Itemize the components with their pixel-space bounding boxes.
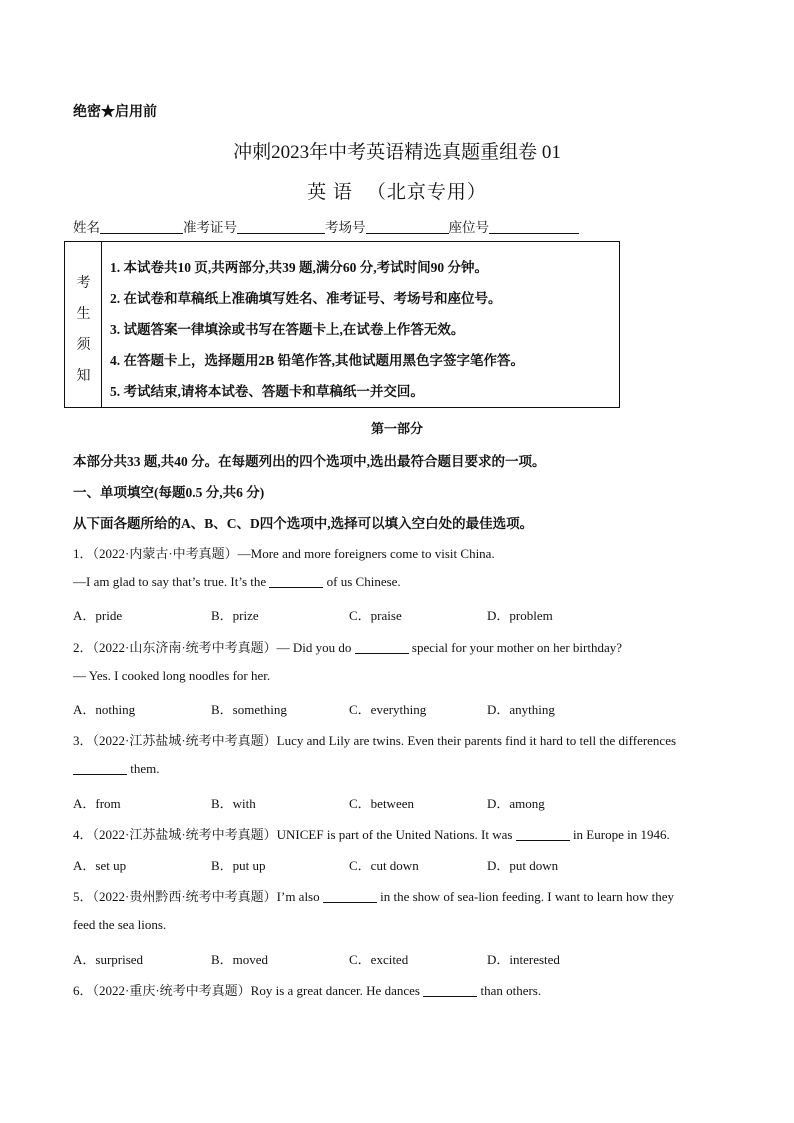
subject-name: 英 语 — [307, 182, 353, 203]
question-5-stem — [73, 886, 674, 905]
option-a: A．from — [73, 796, 121, 811]
option-c: C．praise — [349, 608, 402, 623]
option-c: C．excited — [349, 952, 409, 967]
stem-text: special for your mother on her birthday? — [408, 640, 623, 655]
side-char: 知 — [76, 368, 91, 384]
page-title: 冲刺2023年中考英语精选真题重组卷 01 — [233, 142, 561, 163]
exam-number-blank — [237, 220, 325, 234]
option-d: D．interested — [487, 952, 560, 967]
part-title: 第一部分 — [370, 421, 423, 436]
stem-text: 6．（2022·重庆·统考中考真题）Roy is a great dancer. He dances — [73, 983, 424, 998]
question-2-reply: — Yes. I cooked long noodles for her. — [73, 668, 271, 683]
candidate-notice-box — [64, 241, 620, 408]
option-b: B．put up — [211, 858, 266, 873]
option-d: D．anything — [487, 702, 555, 717]
stem-text: than others. — [477, 983, 542, 998]
side-char: 生 — [76, 306, 91, 322]
stem-text: of us Chinese. — [323, 574, 401, 589]
candidate-id-line — [73, 216, 579, 236]
answer-blank — [355, 641, 409, 654]
question-5-stem-cont: feed the sea lions. — [73, 917, 167, 932]
option-b: B．with — [211, 796, 256, 811]
seat-number-blank — [489, 220, 579, 234]
edition-label: （北京专用） — [366, 182, 487, 203]
answer-blank — [269, 575, 323, 588]
subject-title — [0, 177, 794, 204]
notice-item: 2. 在试卷和草稿纸上准确填写姓名、准考证号、考场号和座位号。 — [110, 291, 502, 306]
id-field-label: 考场号 — [325, 220, 366, 235]
option-d: D．put down — [487, 858, 559, 873]
notice-item: 3. 试题答案一律填涂或书写在答题卡上,在试卷上作答无效。 — [110, 322, 465, 337]
stem-text: 5．（2022·贵州黔西·统考中考真题）I’m also — [73, 889, 323, 904]
question-3-stem: 3．（2022·江苏盐城·统考中考真题）Lucy and Lily are twins. Even their parents find it hard to tell the differences — [73, 733, 677, 748]
option-c: C．cut down — [349, 858, 419, 873]
question-4-stem — [73, 824, 670, 843]
side-char: 须 — [76, 337, 91, 353]
notice-item: 1. 本试卷共10 页,共两部分,共39 题,满分60 分,考试时间90 分钟。 — [110, 260, 488, 275]
option-d: D．problem — [487, 608, 553, 623]
question-3-stem-cont — [73, 761, 160, 777]
secret-label: 绝密★启用前 — [73, 105, 157, 120]
question-1-stem: 1．（2022·内蒙古·中考真题）—More and more foreigners come to visit China. — [73, 546, 495, 561]
option-c: C．between — [349, 796, 414, 811]
option-d: D．among — [487, 796, 545, 811]
answer-blank — [323, 890, 377, 903]
part-intro: 本部分共33 题,共40 分。在每题列出的四个选项中,选出最符合题目要求的一项。 — [73, 454, 546, 469]
id-field-label: 姓名 — [73, 220, 100, 235]
question-2-stem — [73, 637, 622, 656]
option-b: B．something — [211, 702, 287, 717]
question-1-reply — [73, 574, 401, 590]
notice-item: 5. 考试结束,请将本试卷、答题卡和草稿纸一并交回。 — [110, 384, 424, 399]
answer-blank — [516, 828, 570, 841]
option-c: C．everything — [349, 702, 427, 717]
option-a: A．set up — [73, 858, 127, 873]
option-b: B．moved — [211, 952, 269, 967]
section-title: 一、单项填空(每题0.5 分,共6 分) — [73, 485, 265, 500]
section-instruction: 从下面各题所给的A、B、C、D四个选项中,选择可以填入空白处的最佳选项。 — [73, 516, 534, 531]
id-field-label: 准考证号 — [183, 220, 237, 235]
question-6-stem — [73, 980, 541, 999]
name-blank — [100, 220, 183, 234]
answer-blank — [73, 762, 127, 775]
option-a: A．pride — [73, 608, 123, 623]
stem-text: —I am glad to say that’s true. It’s the — [73, 574, 270, 589]
id-field-label: 座位号 — [448, 220, 489, 235]
option-a: A．nothing — [73, 702, 136, 717]
exam-room-blank — [366, 220, 449, 234]
stem-text: 4．（2022·江苏盐城·统考中考真题）UNICEF is part of the United Nations. It was — [73, 827, 516, 842]
answer-blank — [423, 984, 477, 997]
option-a: A．surprised — [73, 952, 144, 967]
option-b: B．prize — [211, 608, 259, 623]
side-char: 考 — [76, 275, 91, 291]
stem-text: them. — [127, 761, 160, 776]
stem-text: 2．（2022·山东济南·统考中考真题）— Did you do — [73, 640, 355, 655]
stem-text: in the show of sea-lion feeding. I want to learn how they — [376, 889, 674, 904]
stem-text: in Europe in 1946. — [569, 827, 670, 842]
notice-side-label — [65, 242, 102, 407]
notice-item: 4. 在答题卡上，选择题用2B 铅笔作答,其他试题用黑色字签字笔作答。 — [110, 353, 525, 368]
